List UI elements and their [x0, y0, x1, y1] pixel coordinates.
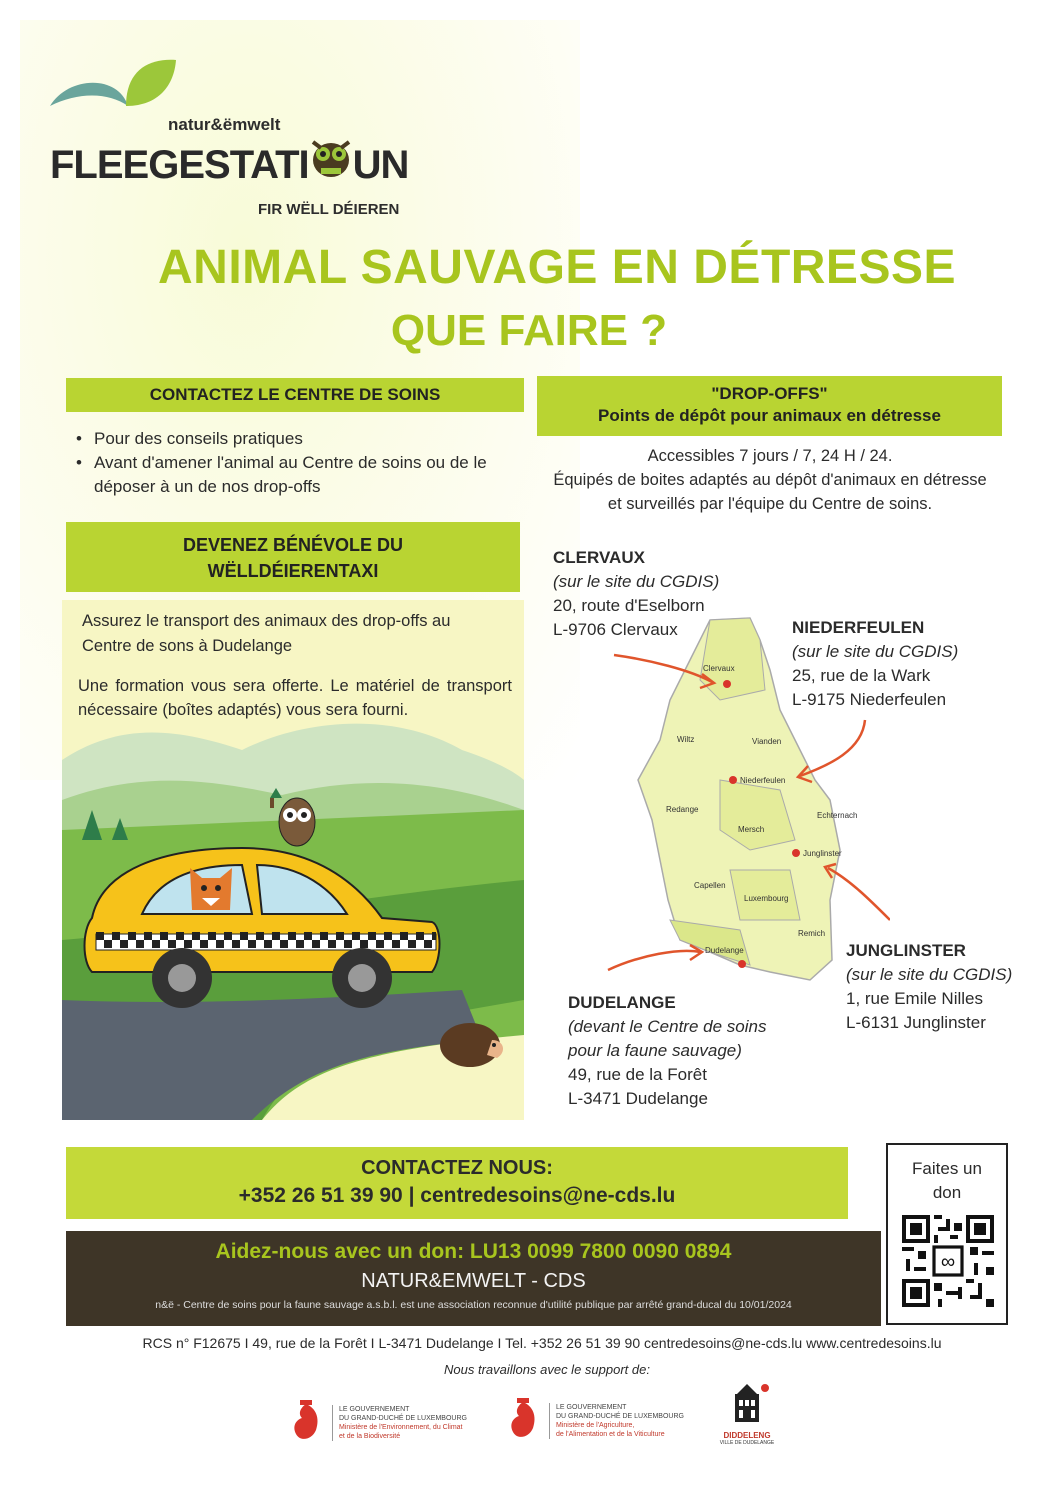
map-label-wiltz: Wiltz [677, 735, 695, 744]
map-label-junglinster: Junglinster [803, 849, 842, 858]
contact-centre-list [74, 427, 514, 499]
location-clervaux-street: 20, route d'Eselborn [553, 596, 705, 615]
map-label-capellen: Capellen [694, 881, 726, 890]
location-junglinster-street: 1, rue Emile Nilles [846, 989, 983, 1008]
gov2-line2: DU GRAND-DUCHÉ DE LUXEMBOURG [556, 1413, 684, 1420]
location-niederfeulen-street: 25, rue de la Wark [792, 666, 931, 685]
donation-legal-note: n&ë - Centre de soins pour la faune sauvage a.s.b.l. est une association reconnue d'utilité publique par arrêté grand-ducal du 10/01/2024 [155, 1299, 792, 1311]
location-junglinster-note: (sur le site du CGDIS) [846, 965, 1013, 984]
donation-banner [66, 1231, 881, 1326]
gov1-line2: DU GRAND-DUCHÉ DE LUXEMBOURG [339, 1415, 467, 1422]
location-clervaux [553, 546, 719, 642]
map-label-clervaux: Clervaux [703, 664, 735, 673]
dudelange-name: DIDDELENG [723, 1431, 771, 1440]
drop-offs-heading [537, 376, 1002, 436]
contact-phone-email[interactable]: +352 26 51 39 90 | centredesoins@ne-cds.lu [238, 1184, 676, 1207]
location-junglinster-city: L-6131 Junglinster [846, 1013, 986, 1032]
donation-iban: Aidez-nous avec un don: LU13 0099 7800 0090 0894 [215, 1240, 732, 1263]
drop-offs-heading-line2: Points de dépôt pour animaux en détresse [598, 406, 941, 425]
brand-tagline: FIR WËLL DÉIEREN [258, 201, 400, 218]
map-label-remich: Remich [798, 929, 826, 938]
gov2-line1: LE GOUVERNEMENT [556, 1404, 627, 1411]
lion-crest-icon [286, 1400, 326, 1446]
map-label-echternach: Echternach [817, 811, 858, 820]
brand-name-part2: UN [352, 143, 409, 187]
map-label-dudelange: Dudelange [705, 946, 744, 955]
volunteer-heading-line1: DEVENEZ BÉNÉVOLE DU [182, 535, 404, 555]
location-dudelange [568, 991, 766, 1111]
contact-centre-heading: CONTACTEZ LE CENTRE DE SOINS [66, 378, 524, 412]
qr-code-icon[interactable] [902, 1215, 994, 1307]
location-clervaux-name: CLERVAUX [553, 548, 645, 567]
gov2-line4: de l'Alimentation et de la Viticulture [556, 1431, 665, 1438]
drop-offs-access: Accessibles 7 jours / 7, 24 H / 24. [647, 447, 893, 465]
map-label-vianden: Vianden [752, 737, 782, 746]
location-dudelange-street: 49, rue de la Forêt [568, 1065, 707, 1084]
location-niederfeulen-note: (sur le site du CGDIS) [792, 642, 959, 661]
map-label-redange: Redange [666, 805, 699, 814]
location-niederfeulen-name: NIEDERFEULEN [792, 618, 925, 637]
volunteer-heading-line2: WËLLDÉIERENTAXI [207, 561, 379, 581]
location-junglinster-name: JUNGLINSTER [846, 941, 966, 960]
location-clervaux-note: (sur le site du CGDIS) [553, 572, 720, 591]
gov1-line4: et de la Biodiversité [339, 1433, 401, 1440]
location-clervaux-city: L-9706 Clervaux [553, 620, 678, 639]
list-item: • Avant d'amener l'animal au Centre de soins ou de le déposer à un de nos drop-offs [74, 451, 514, 499]
partner-dudelange [712, 1382, 782, 1447]
map-label-luxembourg: Luxembourg [744, 894, 789, 903]
location-niederfeulen-city: L-9175 Niederfeulen [792, 690, 947, 709]
qr-text-line1: Faites un [912, 1159, 982, 1178]
contact-banner [66, 1147, 848, 1219]
qr-text-line2: don [932, 1183, 962, 1202]
volunteer-training-text: Une formation vous sera offerte. Le matériel de transport nécessaire (boîtes adaptés) vous sera fourni. [78, 677, 512, 719]
footer-address: RCS n° F12675 I 49, rue de la Forêt I L-3471 Dudelange I Tel. +352 26 51 39 90 centredesoins@ne-cds.lu www.centredesoins.lu [142, 1335, 942, 1351]
donation-account-name: NATUR&EMWELT - CDS [361, 1270, 586, 1292]
location-dudelange-note1: (devant le Centre de soins [568, 1017, 767, 1036]
main-title-line1: ANIMAL SAUVAGE EN DÉTRESSE [158, 241, 956, 294]
partner-gov-agriculture [503, 1386, 684, 1456]
main-title-line2: QUE FAIRE ? [390, 306, 668, 355]
dudelange-townhall-icon [723, 1382, 771, 1426]
brand-top-line: natur&ëmwelt [168, 115, 281, 134]
location-junglinster [846, 939, 1012, 1035]
gov1-line1: LE GOUVERNEMENT [339, 1406, 410, 1413]
contact-heading: CONTACTEZ NOUS: [361, 1157, 553, 1179]
location-dudelange-name: DUDELANGE [568, 993, 676, 1012]
donation-qr-box[interactable] [886, 1143, 1008, 1325]
taxi-illustration [62, 700, 524, 1120]
volunteer-heading [66, 522, 520, 592]
partner-gov-environment [286, 1388, 467, 1458]
map-label-niederfeulen: Niederfeulen [740, 776, 786, 785]
svg-text:∞: ∞ [940, 1250, 956, 1273]
dudelange-subtitle: VILLE DE DUDELANGE [719, 1440, 775, 1446]
brand-name-part1: FLEEGESTATI [50, 143, 309, 187]
lion-crest-icon [503, 1398, 543, 1444]
map-label-mersch: Mersch [738, 825, 765, 834]
footer-support: Nous travaillons avec le support de: [444, 1362, 650, 1377]
fleegestatioun-logo [48, 56, 448, 226]
location-dudelange-note2: pour la faune sauvage) [568, 1041, 742, 1060]
drop-offs-heading-line1: "DROP-OFFS" [711, 384, 828, 403]
checkered-pattern [96, 932, 436, 948]
gov1-line3: Ministère de l'Environnement, du Climat [339, 1424, 463, 1431]
volunteer-transport-text: Assurez le transport des animaux des drop-offs au Centre de sons à Dudelange [82, 612, 451, 655]
list-item: • Pour des conseils pratiques [74, 427, 514, 451]
location-dudelange-city: L-3471 Dudelange [568, 1089, 708, 1108]
drop-offs-equipment: Équipés de boites adaptés au dépôt d'animaux en détresse et surveillés par l'équipe du Centre de soins. [553, 471, 987, 513]
gov2-line3: Ministère de l'Agriculture, [556, 1422, 635, 1429]
drop-offs-description [545, 444, 995, 516]
location-niederfeulen [792, 616, 958, 712]
